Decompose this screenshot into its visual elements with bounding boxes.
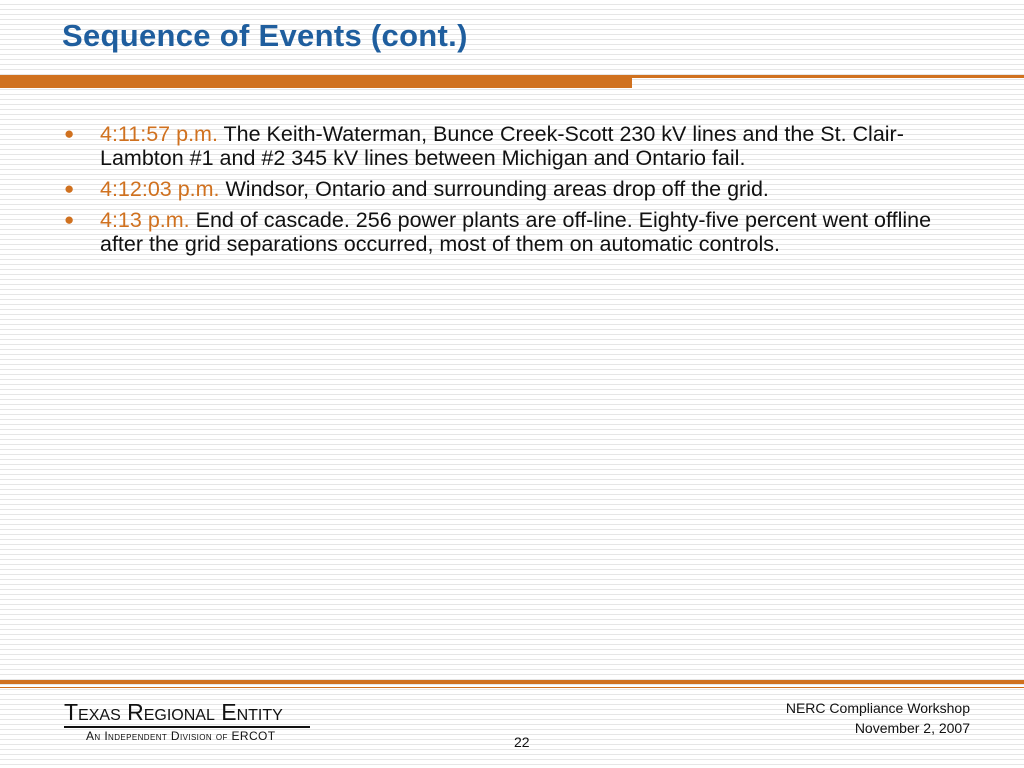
bullet-dot-icon: ● bbox=[64, 124, 75, 143]
event-item-2 bbox=[64, 177, 964, 201]
org-name: Texas Regional Entity bbox=[64, 699, 283, 725]
slide-title: Sequence of Events (cont.) bbox=[62, 18, 468, 53]
event-date: November 2, 2007 bbox=[854, 720, 970, 736]
org-subtitle: An Independent Division of ERCOT bbox=[86, 729, 276, 743]
event-description: Windsor, Ontario and surrounding areas drop off the grid. bbox=[225, 177, 769, 201]
bullet-dot-icon: ● bbox=[64, 179, 75, 198]
footer-rule-thin bbox=[0, 687, 1024, 688]
event-time: 4:12:03 p.m. bbox=[100, 177, 220, 201]
page-number: 22 bbox=[514, 734, 530, 750]
event-description: End of cascade. 256 power plants are off-line. Eighty-five percent went offline after the grid separations occurred, most of them on automatic controls. bbox=[100, 208, 932, 256]
event-time: 4:13 p.m. bbox=[100, 208, 190, 232]
bullet-dot-icon: ● bbox=[64, 210, 75, 229]
event-item-3 bbox=[64, 208, 964, 256]
event-list bbox=[64, 122, 964, 263]
org-name-underline bbox=[64, 726, 310, 728]
event-description: The Keith-Waterman, Bunce Creek-Scott 230 kV lines and the St. Clair-Lambton #1 and #2 345 kV lines between Michigan and Ontario fail. bbox=[100, 122, 904, 170]
event-time: 4:11:57 p.m. bbox=[100, 122, 218, 146]
title-rule-thin bbox=[632, 75, 1024, 78]
event-item-1 bbox=[64, 122, 964, 170]
event-name: NERC Compliance Workshop bbox=[785, 700, 970, 716]
title-rule-thick bbox=[0, 75, 632, 88]
footer-rule-thick bbox=[0, 680, 1024, 684]
